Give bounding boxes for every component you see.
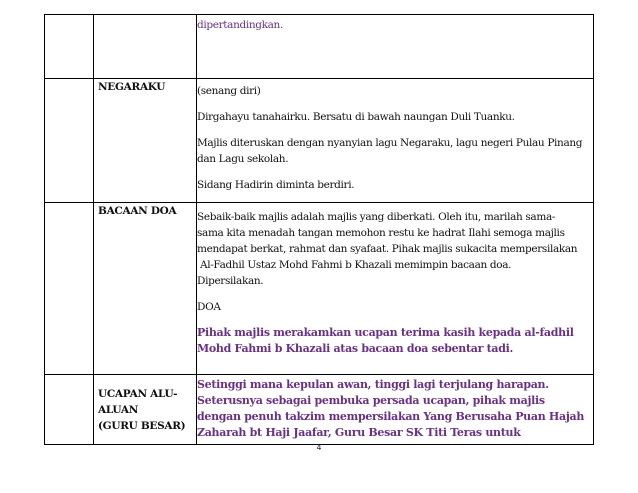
segment-cell: [94, 15, 197, 79]
page-number: 4: [316, 443, 322, 452]
number-cell: [45, 375, 94, 445]
number-cell: [45, 15, 94, 79]
script-line: dan Lagu sekolah.: [197, 153, 289, 165]
segment-cell: [94, 375, 197, 445]
table-row: [45, 15, 594, 79]
script-line-highlight: Setinggi mana kepulan awan, tinggi lagi terjulang harapan.: [197, 378, 549, 391]
script-line: Sebaik-baik majlis adalah majlis yang diberkati. Oleh itu, marilah sama-: [197, 211, 556, 223]
number-cell: [45, 79, 94, 203]
segment-label: UCAPAN ALU-: [98, 387, 178, 400]
segment-label: NEGARAKU: [98, 81, 166, 93]
script-line: Dipersilakan.: [197, 275, 264, 287]
table-row: [45, 375, 594, 445]
script-line-highlight: Mohd Fahmi b Khazali atas bacaan doa sebentar tadi.: [197, 342, 514, 355]
script-cell: [197, 15, 594, 79]
script-cell: [197, 375, 594, 445]
script-line-highlight: Zaharah bt Haji Jaafar, Guru Besar SK Titi Teras untuk: [197, 426, 521, 439]
script-cell: [197, 79, 594, 203]
segment-cell: [94, 79, 197, 203]
script-line: (senang diri): [197, 85, 261, 97]
table-row: [45, 203, 594, 375]
script-line: dipertandingkan.: [197, 19, 283, 31]
emcee-script-table: [44, 14, 594, 445]
segment-label: BACAAN DOA: [98, 205, 177, 217]
script-line-highlight: dengan penuh takzim mempersilakan Yang Berusaha Puan Hajah: [197, 410, 585, 423]
script-cell: [197, 203, 594, 375]
script-line-highlight: Seterusnya sebagai pembuka persada ucapan, pihak majlis: [197, 394, 545, 407]
number-cell: [45, 203, 94, 375]
script-line: DOA: [197, 301, 221, 313]
script-line: mendapat berkat, rahmat dan syafaat. Pihak majlis sukacita mempersilakan: [197, 243, 578, 255]
segment-label: (GURU BESAR): [98, 419, 186, 432]
script-line: sama kita menadah tangan memohon restu ke hadrat Ilahi semoga majlis: [197, 227, 565, 239]
segment-label: ALUAN: [98, 403, 139, 416]
script-line: Dirgahayu tanahairku. Bersatu di bawah naungan Duli Tuanku.: [197, 111, 515, 123]
table-row: [45, 79, 594, 203]
script-line: Majlis diteruskan dengan nyanyian lagu Negaraku, lagu negeri Pulau Pinang: [197, 137, 583, 149]
script-line: Sidang Hadirin diminta berdiri.: [197, 179, 355, 191]
script-line: Al-Fadhil Ustaz Mohd Fahmi b Khazali memimpin bacaan doa.: [197, 259, 512, 271]
segment-cell: [94, 203, 197, 375]
script-line-highlight: Pihak majlis merakamkan ucapan terima kasih kepada al-fadhil: [197, 326, 574, 339]
